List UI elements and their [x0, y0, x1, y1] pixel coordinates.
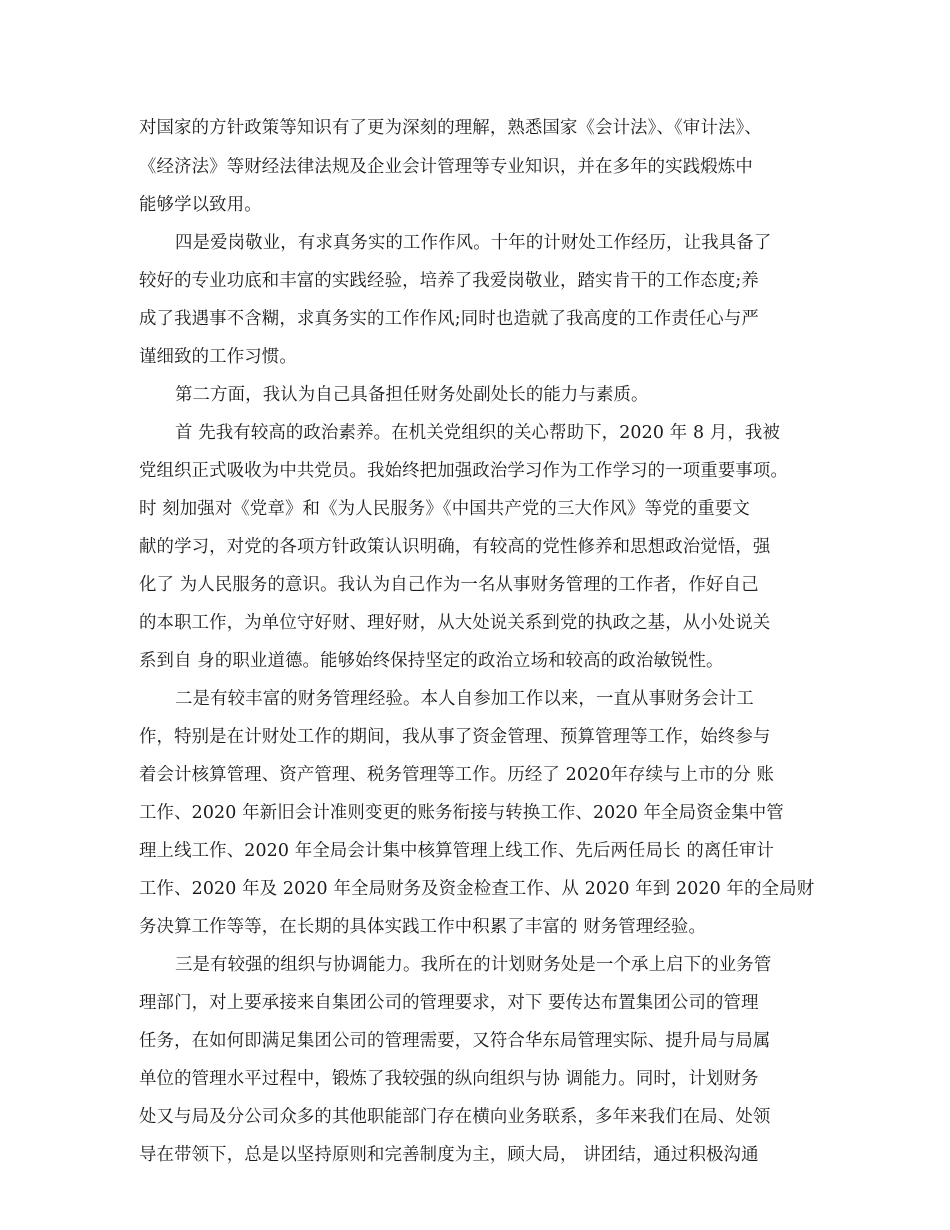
- text-line: 献的学习，对党的各项方针政策认识明确，有较高的党性修养和思想政治觉悟，强: [139, 537, 771, 557]
- text-line: 单位的管理水平过程中，锻炼了我较强的纵向组织与协 调能力。同时，计划财务: [139, 1069, 759, 1089]
- text-line: 务决算工作等等，在长期的具体实践工作中积累了丰富的 财务管理经验。: [139, 917, 706, 937]
- text-line: 时 刻加强对《党章》和《为人民服务》《中国共产党的三大作风》等党的重要文: [139, 499, 750, 519]
- text-line: 化了 为人民服务的意识。我认为自己作为一名从事财务管理的工作者，作好自己: [139, 575, 759, 595]
- text-line: 任务，在如何即满足集团公司的管理需要，又符合华东局管理实际、提升局与局属: [139, 1031, 771, 1051]
- text-line: 理部门，对上要承接来自集团公司的管理要求，对下 要传达布置集团公司的管理: [139, 993, 759, 1013]
- text-line: 谨细致的工作习惯。: [139, 347, 297, 367]
- text-line: 成了我遇事不含糊，求真务实的工作作风;同时也造就了我高度的工作责任心与严: [139, 309, 759, 329]
- text-line: 三是有较强的组织与协调能力。我所在的计划财务处是一个承上启下的业务管: [175, 955, 772, 975]
- text-line: 党组织正式吸收为中共党员。我始终把加强政治学习作为工作学习的一项重要事项。: [139, 461, 789, 481]
- text-line: 着会计核算管理、资产管理、税务管理等工作。历经了 2020年存续与上市的分 账: [139, 765, 775, 785]
- text-line: 较好的专业功底和丰富的实践经验，培养了我爱岗敬业，踏实肯干的工作态度;养: [139, 271, 759, 291]
- text-line: 工作、2020 年新旧会计准则变更的账务衔接与转换工作、2020 年全局资金集中管: [139, 803, 784, 823]
- text-line: 工作、2020 年及 2020 年全局财务及资金检查工作、从 2020 年到 2020 年的全局财: [139, 879, 815, 899]
- text-line: 二是有较丰富的财务管理经验。本人自参加工作以来，一直从事财务会计工: [175, 689, 754, 709]
- text-line: 的本职工作，为单位守好财、理好财，从大处说关系到党的执政之基，从小处说关: [139, 613, 771, 633]
- text-line: 处又与局及分公司众多的其他职能部门存在横向业务联系，多年来我们在局、处领: [139, 1107, 771, 1127]
- text-line: 导在带领下，总是以坚持原则和完善制度为主，顾大局， 讲团结，通过积极沟通: [139, 1145, 759, 1165]
- text-line: 系到自 身的职业道德。能够始终保持坚定的政治立场和较高的政治敏锐性。: [139, 651, 724, 671]
- text-line: 《经济法》等财经法律法规及企业会计管理等专业知识，并在多年的实践煅炼中: [139, 157, 753, 177]
- text-line: 首 先我有较高的政治素养。在机关党组织的关心帮助下，2020 年 8 月，我被: [175, 423, 781, 443]
- text-line: 四是爱岗敬业，有求真务实的工作作风。十年的计财处工作经历，让我具备了: [175, 233, 772, 253]
- text-line: 作，特别是在计财处工作的期间，我从事了资金管理、预算管理等工作，始终参与: [139, 727, 771, 747]
- text-line: 第二方面，我认为自己具备担任财务处副处长的能力与素质。: [175, 385, 649, 405]
- text-line: 能够学以致用。: [139, 195, 262, 215]
- text-line: 理上线工作、2020 年全局会计集中核算管理上线工作、先后两任局长 的离任审计: [139, 841, 775, 861]
- text-line: 对国家的方针政策等知识有了更为深刻的理解，熟悉国家《会计法》、《审计法》、: [139, 118, 762, 138]
